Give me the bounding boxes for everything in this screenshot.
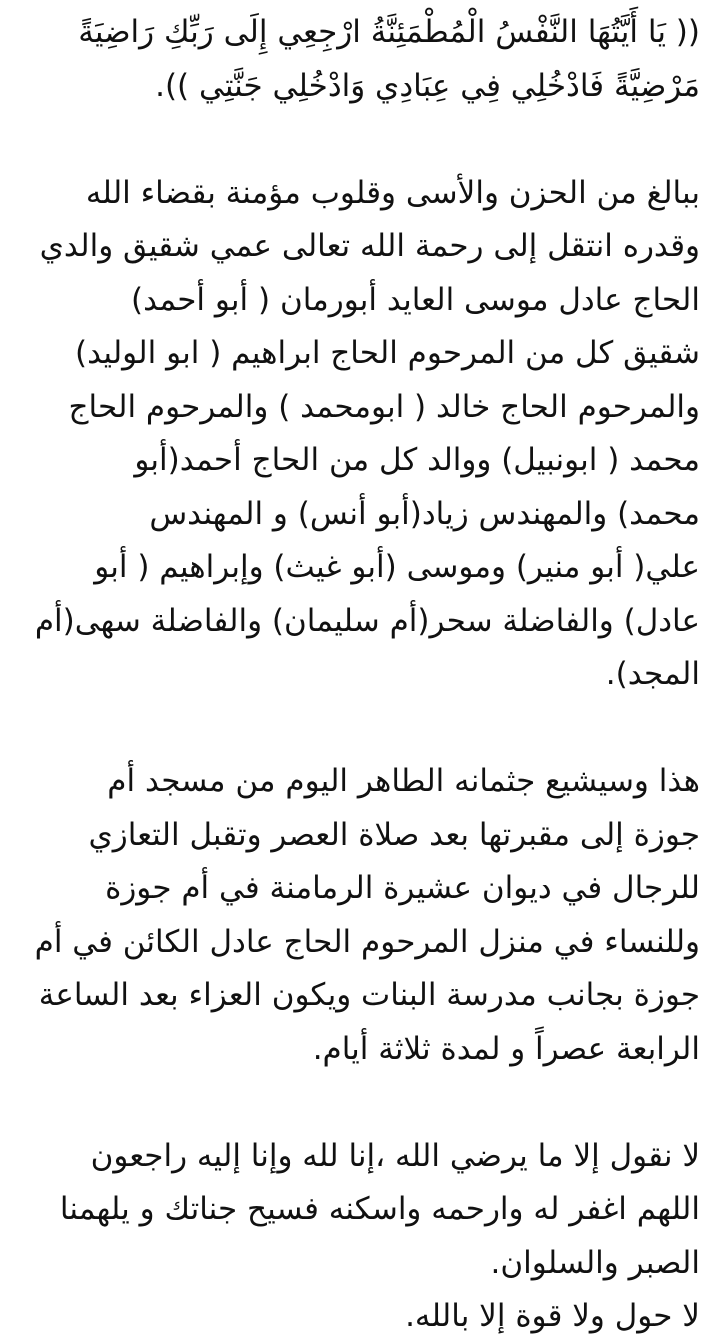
text-line: جوزة بجانب مدرسة البنات ويكون العزاء بعد الساعة [38, 977, 700, 1013]
text-line: لا نقول إلا ما يرضي الله ،إنا لله وإنا إليه راجعون [90, 1137, 700, 1174]
text-line: وللنساء في منزل المرحوم الحاج عادل الكائن في أم [34, 923, 700, 960]
text-line: والمرحوم الحاج خالد ( ابومحمد ) والمرحوم الحاج [68, 388, 700, 425]
text-line: المجد). [605, 656, 700, 692]
paragraph-spacer [20, 1076, 700, 1130]
text-line: وقدره انتقل إلى رحمة الله تعالى عمي شقيق والدي [39, 228, 700, 264]
paragraph-spacer [20, 113, 700, 167]
text-line: محمد ( ابونبيل) ووالد كل من الحاج أحمد(أبو [134, 442, 700, 478]
quran-verse-paragraph [20, 6, 700, 113]
text-line: الرابعة عصراً و لمدة ثلاثة أيام. [312, 1030, 700, 1067]
announcement-paragraph [20, 167, 700, 702]
text-line: مَرْضِيَّةً فَادْخُلِي فِي عِبَادِي وَادْخُلِي جَنَّتِي )). [155, 67, 700, 104]
text-line: للرجال في ديوان عشيرة الرمامنة في أم جوزة [105, 870, 700, 906]
funeral-details-paragraph [20, 755, 700, 1076]
prayer-paragraph [20, 1130, 700, 1344]
text-line: شقيق كل من المرحوم الحاج ابراهيم ( ابو الوليد) [75, 335, 700, 371]
text-line: علي( أبو منير) وموسى (أبو غيث) وإبراهيم ( أبو [94, 549, 700, 585]
text-line: جوزة إلى مقبرتها بعد صلاة العصر وتقبل التعازي [88, 816, 700, 853]
text-line: الصبر والسلوان. [490, 1244, 700, 1281]
text-line: هذا وسيشيع جثمانه الطاهر اليوم من مسجد أم [107, 763, 700, 799]
text-line: ببالغ من الحزن والأسى وقلوب مؤمنة بقضاء الله [85, 174, 700, 211]
text-line: عادل) والفاضلة سحر(أم سليمان) والفاضلة سهى(أم [34, 602, 700, 639]
paragraph-spacer [20, 702, 700, 756]
text-line: لا حول ولا قوة إلا بالله. [405, 1298, 700, 1334]
text-line: اللهم اغفر له وارحمه واسكنه فسيح جناتك و يلهمنا [59, 1191, 700, 1227]
text-line: محمد) والمهندس زياد(أبو أنس) و المهندس [149, 495, 700, 532]
text-line: الحاج عادل موسى العايد أبورمان ( أبو أحمد) [130, 281, 700, 318]
text-line: (( يَا أَيَّتُهَا النَّفْسُ الْمُطْمَئِنَّةُ ارْجِعِي إِلَى رَبِّكِ رَاضِيَةً [78, 14, 700, 50]
